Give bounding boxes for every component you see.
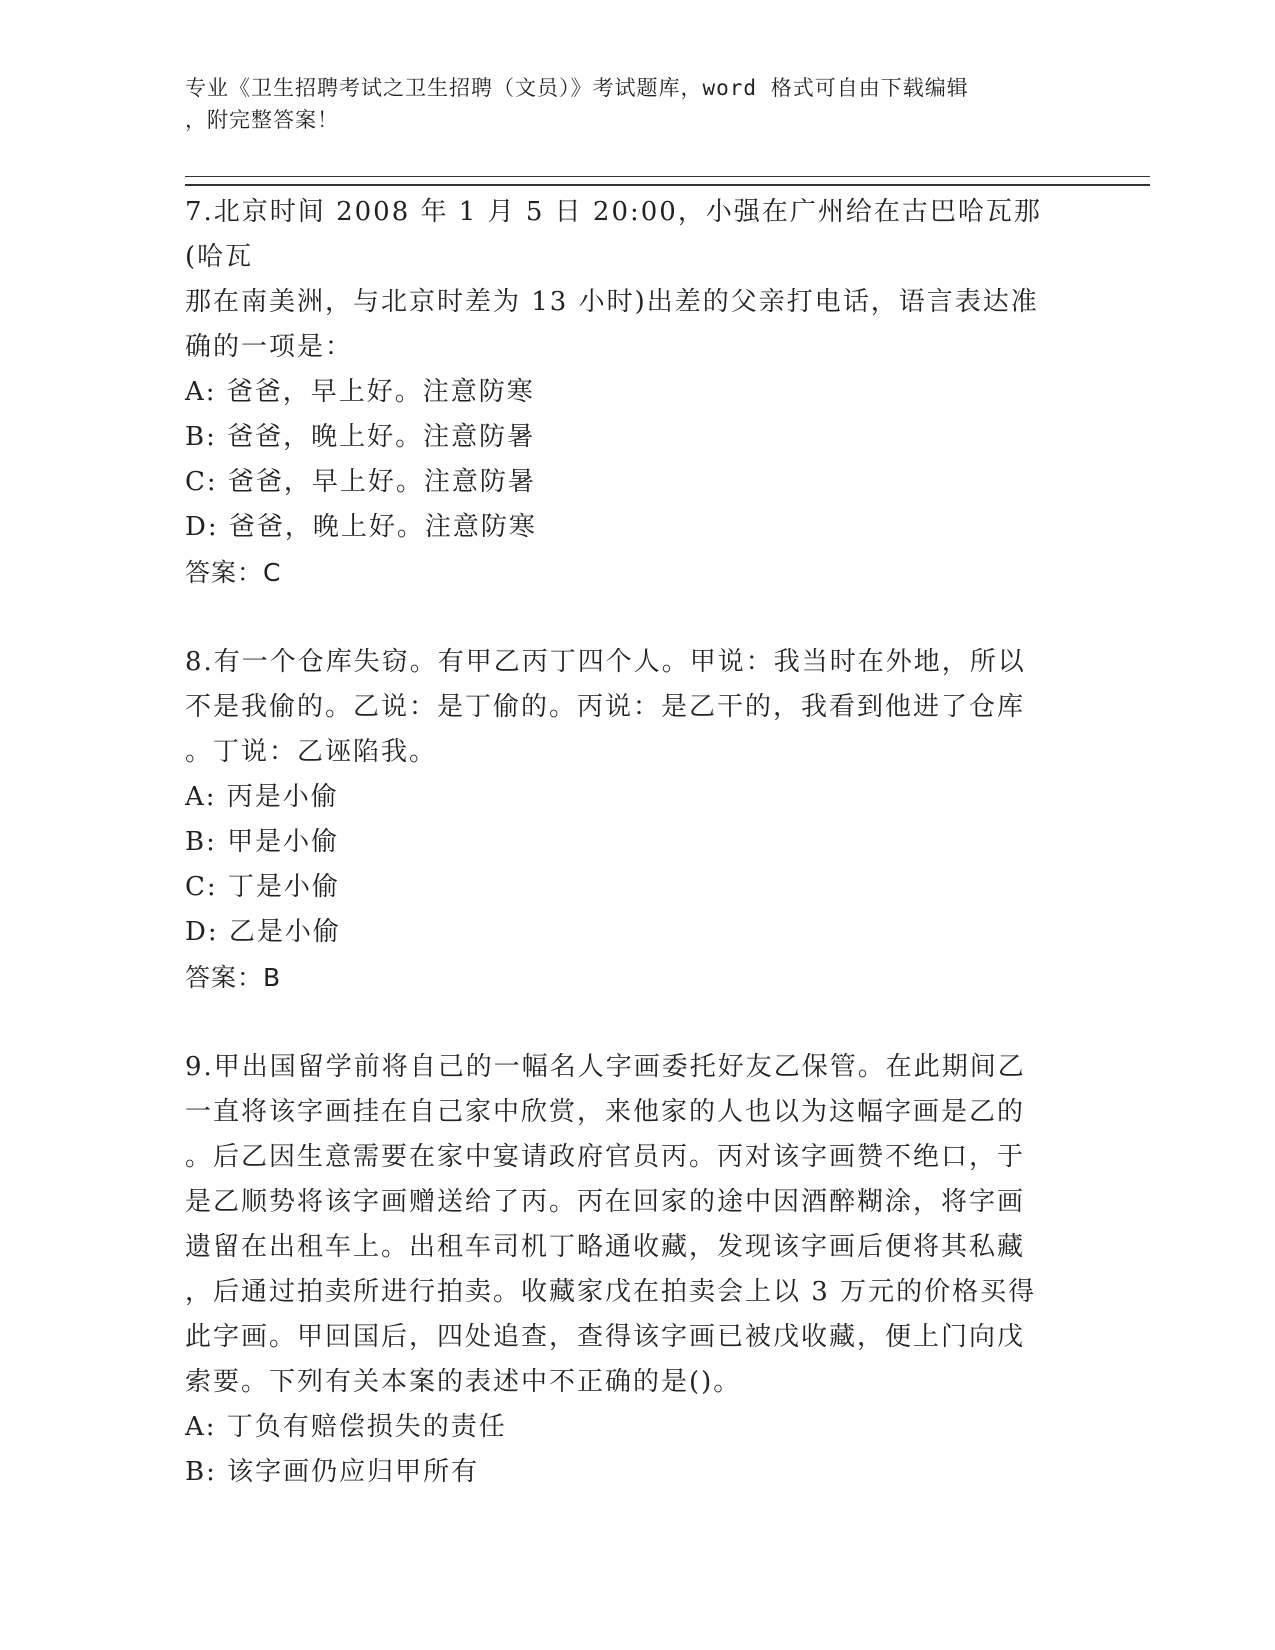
question-8 [185, 640, 1075, 1000]
page-header [185, 72, 1065, 136]
header-divider [185, 176, 1150, 186]
question-9 [185, 1045, 1075, 1495]
option-d: D: 乙是小偷 [185, 917, 341, 947]
header-line-1: 专业《卫生招聘考试之卫生招聘（文员）》考试题库，word 格式可自由下载编辑 [185, 76, 969, 100]
option-a: A: 爸爸，早上好。注意防寒 [185, 377, 535, 407]
question-stem: 7.北京时间 2008 年 1 月 5 日 20:00，小强在广州给在古巴哈瓦那(哈瓦 那在南美洲，与北京时差为 13 小时)出差的父亲打电话，语言表达准 确的一项是： [185, 197, 1042, 362]
question-stem: 9.甲出国留学前将自己的一幅名人字画委托好友乙保管。在此期间乙 一直将该字画挂在自己家中欣赏，来他家的人也以为这幅字画是乙的 。后乙因生意需要在家中宴请政府官员丙。丙对该字画赞不绝口，于 是乙顺势将该字画赠送给了丙。丙在回家的途中因酒醉糊涂，将字画 遗留在出租车上。出租车司机丁略通收藏，发现该字画后便将其私藏 ，后通过拍卖所进行拍卖。收藏家戊在拍卖会上以 3 万元的价格买得 此字画。甲回国后，四处追查，查得该字画已被戊收藏，便上门向戊 索要。下列有关本案的表述中不正确的是()。 [185, 1052, 1037, 1397]
option-b: B: 爸爸，晚上好。注意防暑 [185, 422, 536, 452]
option-a: A: 丙是小偷 [185, 782, 339, 812]
option-b: B: 甲是小偷 [185, 827, 340, 857]
answer: 答案：B [185, 963, 282, 992]
header-line-2: ，附完整答案！ [185, 108, 339, 132]
question-7 [185, 190, 1075, 595]
answer: 答案：C [185, 558, 282, 587]
option-c: C: 丁是小偷 [185, 872, 340, 902]
option-b: B: 该字画仍应归甲所有 [185, 1457, 480, 1487]
option-c: C: 爸爸，早上好。注意防暑 [185, 467, 536, 497]
question-stem: 8.有一个仓库失窃。有甲乙丙丁四个人。甲说：我当时在外地，所以 不是我偷的。乙说：是丁偷的。丙说：是乙干的，我看到他进了仓库 。丁说：乙诬陷我。 [185, 647, 1026, 767]
question-list [185, 190, 1075, 1540]
option-d: D: 爸爸，晚上好。注意防寒 [185, 512, 537, 542]
option-a: A: 丁负有赔偿损失的责任 [185, 1412, 507, 1442]
